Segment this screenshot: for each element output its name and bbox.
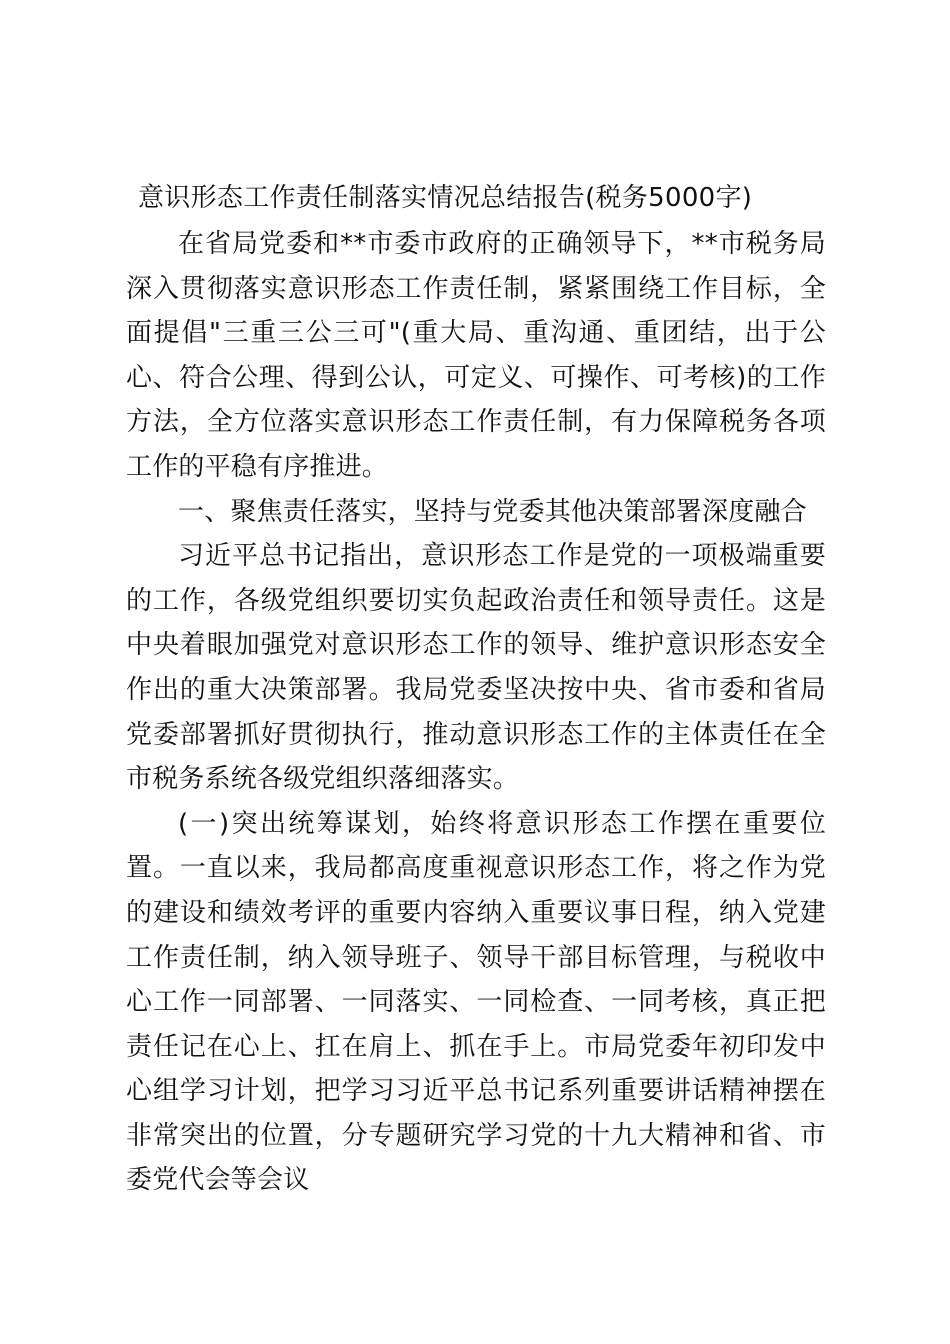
- body-paragraph-2: (一)突出统筹谋划，始终将意识形态工作摆在重要位置。一直以来，我局都高度重视意识形态工作，将之作为党的建设和绩效考评的重要内容纳入重要议事日程，纳入党建工作责任制，纳入领导班子、领导干部目标管理，与税收中心工作一同部署、一同落实、一同检查、一同考核，真正把责任记在心上、扛在肩上、抓在手上。市局党委年初印发中心组学习计划，把学习习近平总书记系列重要讲话精神摆在非常突出的位置，分专题研究学习党的十九大精神和省、市委党代会等会议: [126, 808, 826, 1196]
- section-heading-1: 一、聚焦责任落实，坚持与党委其他决策部署深度融合: [178, 496, 807, 527]
- body-paragraph-1: 习近平总书记指出，意识形态工作是党的一项极端重要的工作，各级党组织要切实负起政治责任和领导责任。这是中央着眼加强党对意识形态工作的领导、维护意识形态安全作出的重大决策部署。我局党委坚决按中央、省市委和省局党委部署抓好贯彻执行，推动意识形态工作的主体责任在全市税务系统各级党组织落细落实。: [126, 541, 826, 795]
- document-page: [126, 176, 826, 1203]
- intro-paragraph: 在省局党委和**市委市政府的正确领导下，**市税务局深入贯彻落实意识形态工作责任制，紧紧围绕工作目标，全面提倡"三重三公三可"(重大局、重沟通、重团结，出于公心、符合公理、得到公认，可定义、可操作、可考核)的工作方法，全方位落实意识形态工作责任制，有力保障税务各项工作的平稳有序推进。: [126, 229, 826, 482]
- document-title: 意识形态工作责任制落实情况总结报告(税务5000字): [138, 183, 753, 213]
